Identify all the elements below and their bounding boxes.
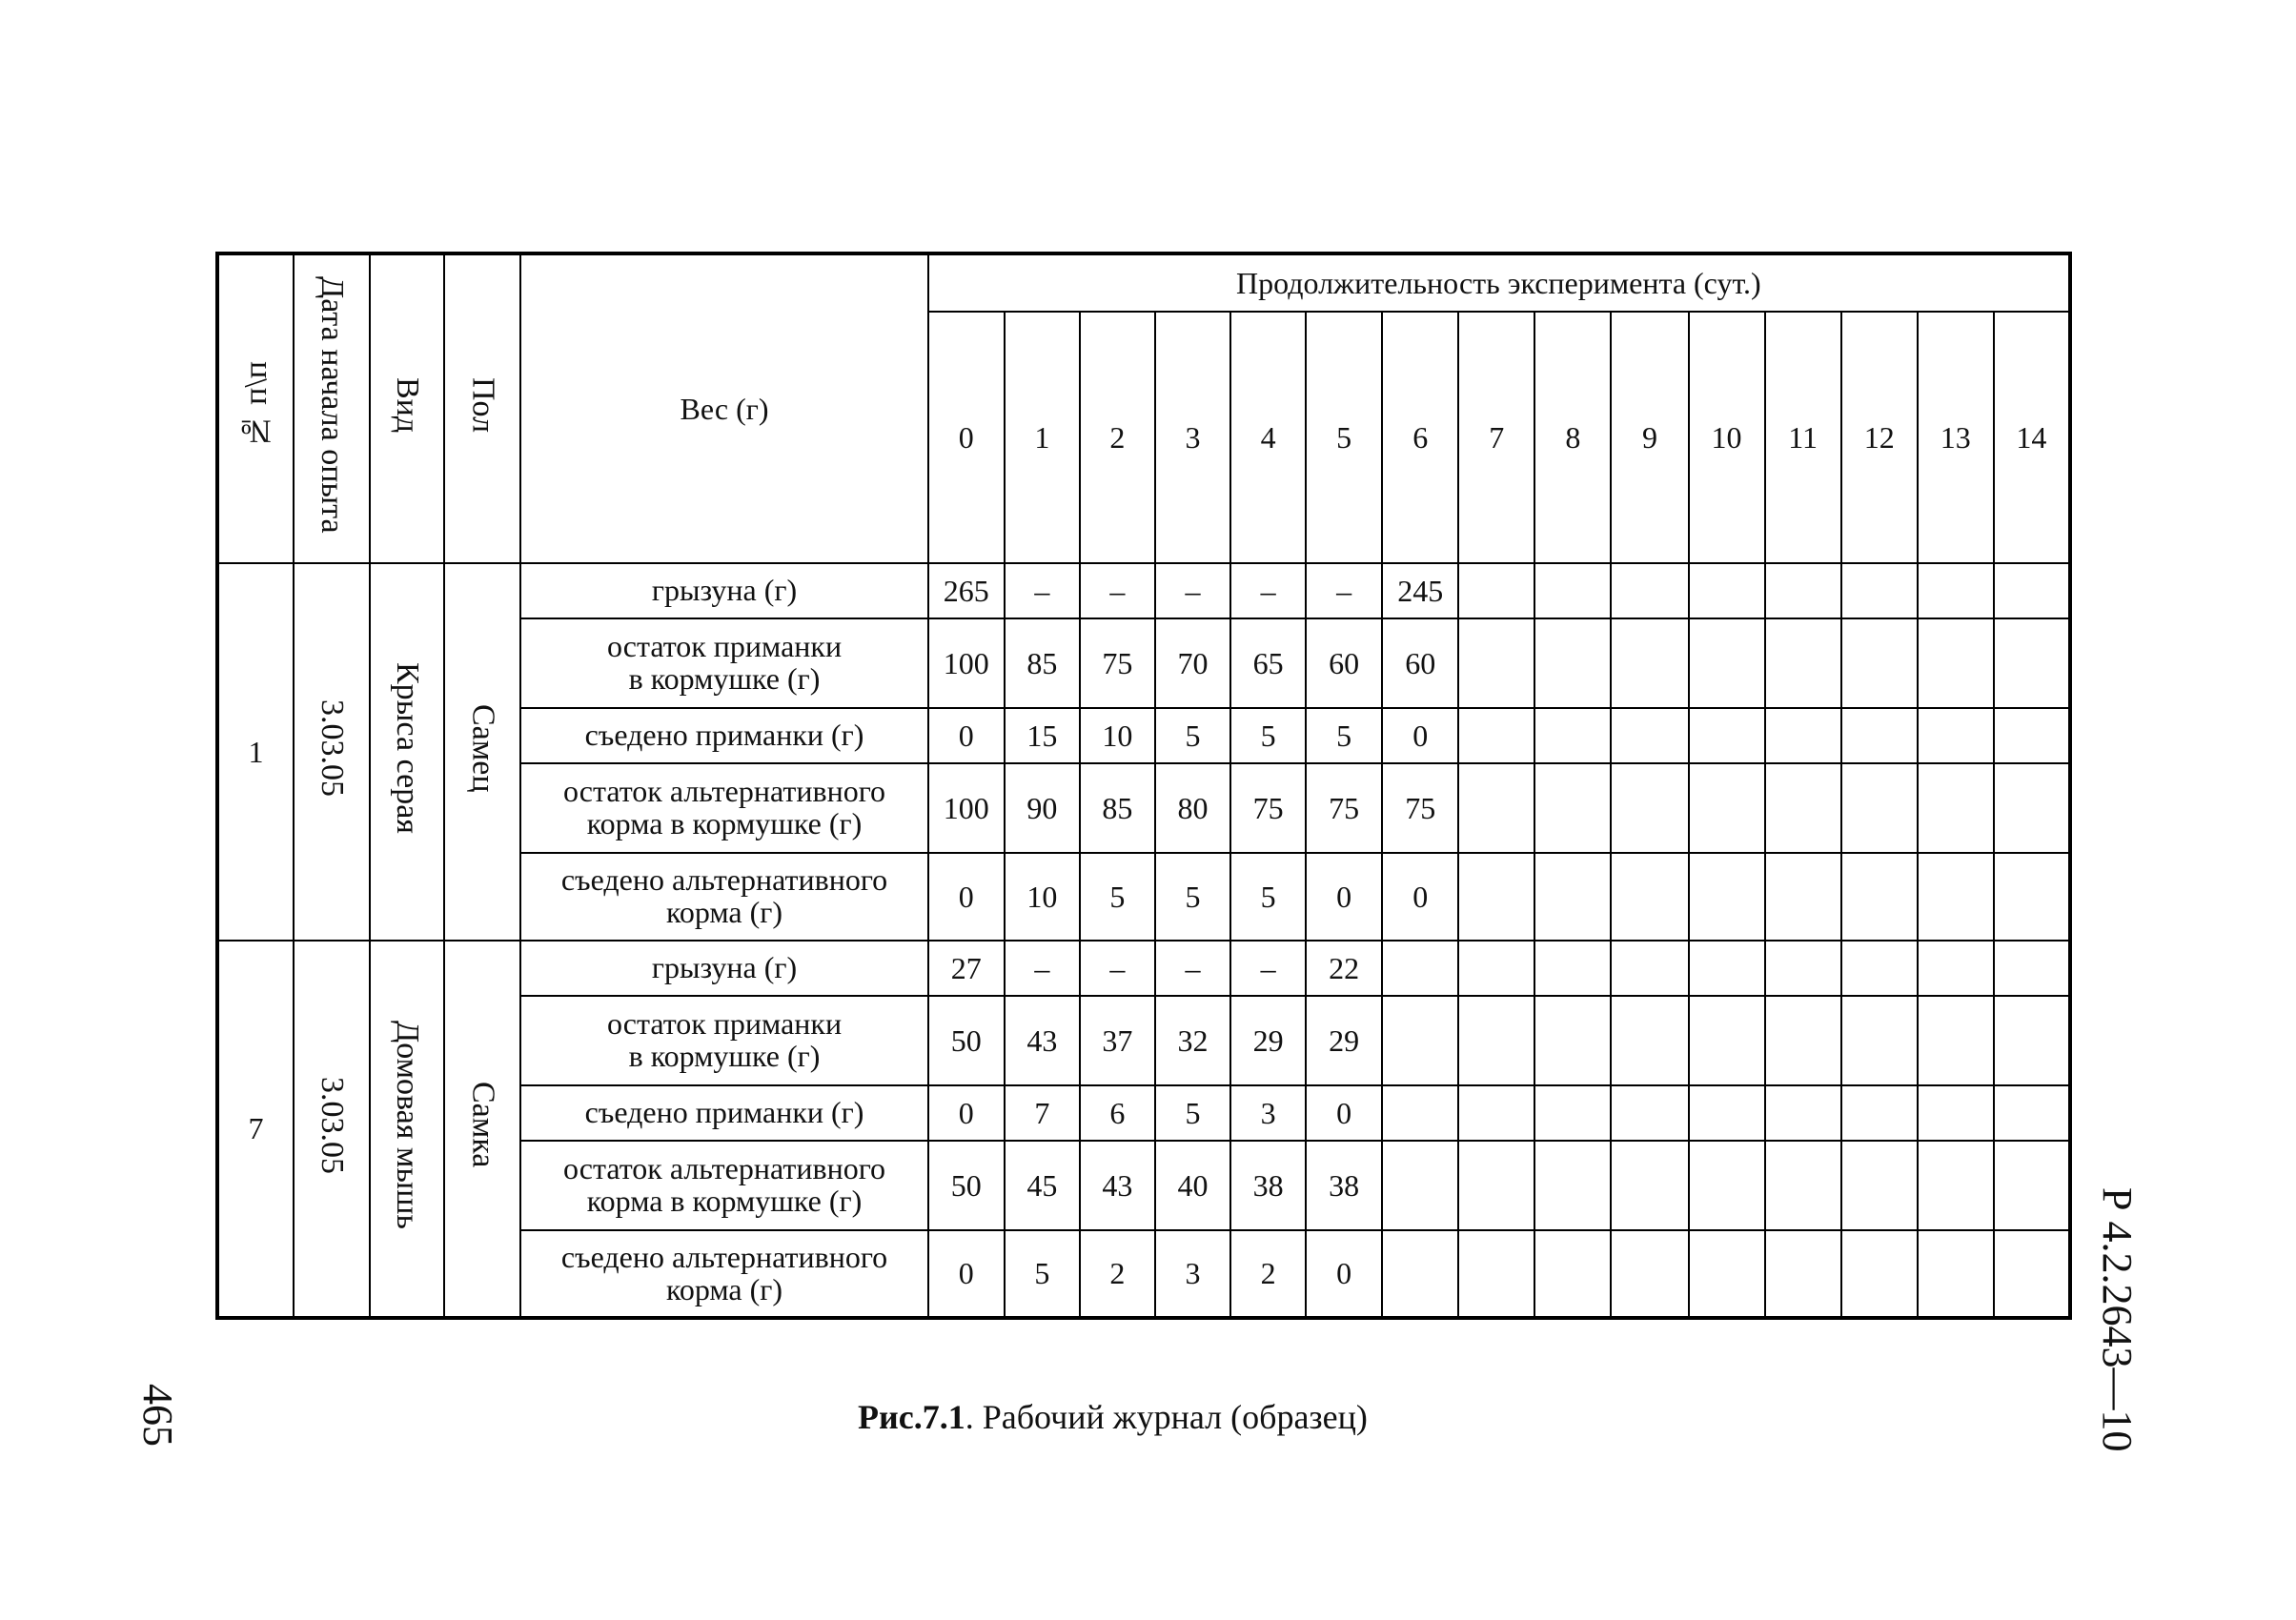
value-cell bbox=[1689, 708, 1765, 763]
value-cell bbox=[1918, 563, 1994, 618]
header-row-number: № п\п bbox=[217, 253, 294, 563]
value-cell: 37 bbox=[1080, 996, 1155, 1085]
value-cell: 5 bbox=[1155, 853, 1230, 941]
figure-caption-text: . Рабочий журнал (образец) bbox=[965, 1398, 1368, 1436]
value-cell bbox=[1689, 763, 1765, 853]
day-header: 10 bbox=[1689, 312, 1765, 563]
value-cell: 75 bbox=[1382, 763, 1458, 853]
value-cell: 45 bbox=[1005, 1141, 1080, 1230]
value-cell bbox=[1611, 996, 1688, 1085]
parameter-label-line: корма (г) bbox=[665, 895, 783, 929]
value-cell: 43 bbox=[1080, 1141, 1155, 1230]
value-cell bbox=[1611, 618, 1688, 708]
value-cell: 50 bbox=[928, 1141, 1005, 1230]
value-cell: 245 bbox=[1382, 563, 1458, 618]
value-cell: 3 bbox=[1230, 1085, 1306, 1141]
value-cell bbox=[1765, 1085, 1841, 1141]
value-cell bbox=[1918, 1141, 1994, 1230]
value-cell bbox=[1765, 618, 1841, 708]
parameter-label bbox=[520, 996, 927, 1085]
group-number: 1 bbox=[217, 563, 294, 941]
value-cell bbox=[1382, 941, 1458, 996]
value-cell: 0 bbox=[928, 708, 1005, 763]
value-cell: – bbox=[1230, 563, 1306, 618]
parameter-label-line: остаток альтернативного bbox=[562, 1151, 886, 1186]
value-cell bbox=[1611, 1230, 1688, 1318]
value-cell: 2 bbox=[1230, 1230, 1306, 1318]
value-cell bbox=[1841, 996, 1918, 1085]
value-cell: – bbox=[1306, 563, 1382, 618]
value-cell: 5 bbox=[1080, 853, 1155, 941]
value-cell bbox=[1458, 1230, 1534, 1318]
value-cell bbox=[1689, 1230, 1765, 1318]
value-cell bbox=[1611, 1085, 1688, 1141]
day-header: 7 bbox=[1458, 312, 1534, 563]
parameter-label-line: в кормушке (г) bbox=[628, 1039, 821, 1073]
value-cell: – bbox=[1005, 563, 1080, 618]
value-cell bbox=[1689, 853, 1765, 941]
value-cell: 22 bbox=[1306, 941, 1382, 996]
value-cell: – bbox=[1155, 563, 1230, 618]
value-cell: 29 bbox=[1230, 996, 1306, 1085]
value-cell bbox=[1458, 941, 1534, 996]
value-cell bbox=[1841, 941, 1918, 996]
value-cell bbox=[1534, 941, 1611, 996]
value-cell bbox=[1918, 763, 1994, 853]
parameter-label-line: корма в кормушке (г) bbox=[586, 1184, 863, 1218]
day-header: 12 bbox=[1841, 312, 1918, 563]
group-start-date: 3.03.05 bbox=[294, 563, 370, 941]
value-cell bbox=[1458, 708, 1534, 763]
value-cell: 75 bbox=[1080, 618, 1155, 708]
value-cell bbox=[1458, 618, 1534, 708]
value-cell bbox=[1994, 996, 2070, 1085]
value-cell: 43 bbox=[1005, 996, 1080, 1085]
value-cell: 5 bbox=[1155, 708, 1230, 763]
day-header: 13 bbox=[1918, 312, 1994, 563]
value-cell bbox=[1994, 853, 2070, 941]
parameter-label bbox=[520, 941, 927, 996]
value-cell: 85 bbox=[1005, 618, 1080, 708]
value-cell bbox=[1918, 618, 1994, 708]
value-cell bbox=[1765, 1141, 1841, 1230]
value-cell bbox=[1534, 1141, 1611, 1230]
header-start-date: Дата начала опыта bbox=[294, 253, 370, 563]
value-cell bbox=[1689, 996, 1765, 1085]
header-species: Вид bbox=[370, 253, 444, 563]
day-header: 1 bbox=[1005, 312, 1080, 563]
value-cell bbox=[1765, 563, 1841, 618]
value-cell bbox=[1994, 763, 2070, 853]
value-cell: 5 bbox=[1005, 1230, 1080, 1318]
header-weight: Вес (г) bbox=[520, 253, 927, 563]
value-cell: 85 bbox=[1080, 763, 1155, 853]
day-header: 2 bbox=[1080, 312, 1155, 563]
parameter-label bbox=[520, 1230, 927, 1318]
value-cell: 40 bbox=[1155, 1141, 1230, 1230]
value-cell: 7 bbox=[1005, 1085, 1080, 1141]
value-cell: 75 bbox=[1306, 763, 1382, 853]
parameter-label-line: в кормушке (г) bbox=[628, 661, 821, 696]
value-cell bbox=[1841, 563, 1918, 618]
value-cell: 0 bbox=[1306, 1085, 1382, 1141]
value-cell: 38 bbox=[1230, 1141, 1306, 1230]
table-row bbox=[217, 941, 2070, 996]
parameter-label-line: съедено альтернативного bbox=[560, 1239, 888, 1274]
parameter-label-line: грызуна (г) bbox=[651, 573, 798, 608]
value-cell bbox=[1841, 1141, 1918, 1230]
value-cell: 5 bbox=[1230, 708, 1306, 763]
value-cell bbox=[1534, 1085, 1611, 1141]
value-cell: 80 bbox=[1155, 763, 1230, 853]
value-cell bbox=[1534, 1230, 1611, 1318]
value-cell bbox=[1841, 1230, 1918, 1318]
value-cell bbox=[1765, 1230, 1841, 1318]
value-cell bbox=[1689, 1085, 1765, 1141]
value-cell bbox=[1458, 763, 1534, 853]
value-cell bbox=[1611, 563, 1688, 618]
parameter-label bbox=[520, 1141, 927, 1230]
parameter-label-line: съедено альтернативного bbox=[560, 862, 888, 898]
value-cell: 10 bbox=[1080, 708, 1155, 763]
value-cell bbox=[1994, 941, 2070, 996]
value-cell: 5 bbox=[1230, 853, 1306, 941]
value-cell bbox=[1765, 763, 1841, 853]
value-cell bbox=[1534, 763, 1611, 853]
value-cell bbox=[1382, 996, 1458, 1085]
value-cell: – bbox=[1080, 941, 1155, 996]
value-cell: 6 bbox=[1080, 1085, 1155, 1141]
value-cell: 0 bbox=[928, 1230, 1005, 1318]
parameter-label-line: корма в кормушке (г) bbox=[586, 806, 863, 840]
day-header: 6 bbox=[1382, 312, 1458, 563]
value-cell bbox=[1611, 1141, 1688, 1230]
value-cell bbox=[1534, 853, 1611, 941]
parameter-label bbox=[520, 1085, 927, 1141]
day-header: 5 bbox=[1306, 312, 1382, 563]
value-cell: 50 bbox=[928, 996, 1005, 1085]
value-cell: 60 bbox=[1306, 618, 1382, 708]
page-number: 465 bbox=[134, 1384, 181, 1447]
value-cell bbox=[1458, 563, 1534, 618]
value-cell: – bbox=[1080, 563, 1155, 618]
value-cell bbox=[1918, 708, 1994, 763]
value-cell: 32 bbox=[1155, 996, 1230, 1085]
value-cell: 0 bbox=[928, 853, 1005, 941]
value-cell bbox=[1765, 996, 1841, 1085]
value-cell: 65 bbox=[1230, 618, 1306, 708]
value-cell: – bbox=[1005, 941, 1080, 996]
parameter-label-line: остаток альтернативного bbox=[562, 774, 886, 809]
parameter-label bbox=[520, 708, 927, 763]
value-cell bbox=[1841, 763, 1918, 853]
header-duration: Продолжительность эксперимента (сут.) bbox=[928, 253, 2070, 312]
value-cell: 15 bbox=[1005, 708, 1080, 763]
value-cell bbox=[1765, 853, 1841, 941]
value-cell bbox=[1994, 563, 2070, 618]
day-header: 0 bbox=[928, 312, 1005, 563]
group-sex: Самка bbox=[444, 941, 520, 1318]
day-header: 14 bbox=[1994, 312, 2070, 563]
value-cell: – bbox=[1155, 941, 1230, 996]
value-cell bbox=[1918, 853, 1994, 941]
value-cell bbox=[1382, 1085, 1458, 1141]
value-cell: 2 bbox=[1080, 1230, 1155, 1318]
value-cell: 5 bbox=[1155, 1085, 1230, 1141]
value-cell bbox=[1841, 708, 1918, 763]
group-sex: Самец bbox=[444, 563, 520, 941]
parameter-label-line: корма (г) bbox=[665, 1271, 783, 1306]
value-cell bbox=[1994, 1230, 2070, 1318]
value-cell bbox=[1765, 941, 1841, 996]
day-header: 4 bbox=[1230, 312, 1306, 563]
value-cell bbox=[1611, 708, 1688, 763]
value-cell bbox=[1689, 1141, 1765, 1230]
day-header: 11 bbox=[1765, 312, 1841, 563]
value-cell bbox=[1841, 853, 1918, 941]
value-cell: 0 bbox=[1382, 853, 1458, 941]
value-cell: 0 bbox=[1306, 853, 1382, 941]
value-cell: 100 bbox=[928, 618, 1005, 708]
value-cell: 3 bbox=[1155, 1230, 1230, 1318]
value-cell: 75 bbox=[1230, 763, 1306, 853]
value-cell: 10 bbox=[1005, 853, 1080, 941]
value-cell bbox=[1994, 1141, 2070, 1230]
value-cell: 38 bbox=[1306, 1141, 1382, 1230]
value-cell: 27 bbox=[928, 941, 1005, 996]
table-row bbox=[217, 563, 2070, 618]
value-cell: 0 bbox=[1382, 708, 1458, 763]
value-cell bbox=[1918, 996, 1994, 1085]
value-cell bbox=[1918, 941, 1994, 996]
parameter-label bbox=[520, 563, 927, 618]
value-cell bbox=[1765, 708, 1841, 763]
header-row-top bbox=[217, 253, 2070, 312]
work-journal-table bbox=[215, 252, 2072, 1320]
value-cell bbox=[1534, 708, 1611, 763]
value-cell bbox=[1994, 618, 2070, 708]
parameter-label bbox=[520, 853, 927, 941]
value-cell bbox=[1841, 1085, 1918, 1141]
figure-caption bbox=[858, 1397, 1368, 1437]
value-cell bbox=[1689, 618, 1765, 708]
group-start-date: 3.03.05 bbox=[294, 941, 370, 1318]
parameter-label-line: съедено приманки (г) bbox=[584, 1095, 864, 1130]
value-cell bbox=[1458, 996, 1534, 1085]
value-cell bbox=[1458, 1085, 1534, 1141]
value-cell: 100 bbox=[928, 763, 1005, 853]
value-cell: 0 bbox=[928, 1085, 1005, 1141]
value-cell bbox=[1611, 763, 1688, 853]
value-cell bbox=[1689, 941, 1765, 996]
value-cell: 0 bbox=[1306, 1230, 1382, 1318]
value-cell: 90 bbox=[1005, 763, 1080, 853]
value-cell: 29 bbox=[1306, 996, 1382, 1085]
value-cell: 70 bbox=[1155, 618, 1230, 708]
value-cell bbox=[1458, 853, 1534, 941]
value-cell bbox=[1841, 618, 1918, 708]
value-cell bbox=[1611, 941, 1688, 996]
group-species: Крыса серая bbox=[370, 563, 444, 941]
value-cell bbox=[1534, 563, 1611, 618]
value-cell: 265 bbox=[928, 563, 1005, 618]
value-cell bbox=[1382, 1141, 1458, 1230]
parameter-label-line: грызуна (г) bbox=[651, 950, 798, 985]
value-cell bbox=[1382, 1230, 1458, 1318]
value-cell: 60 bbox=[1382, 618, 1458, 708]
value-cell bbox=[1534, 996, 1611, 1085]
value-cell bbox=[1534, 618, 1611, 708]
group-species: Домовая мышь bbox=[370, 941, 444, 1318]
day-header: 9 bbox=[1611, 312, 1688, 563]
parameter-label-line: съедено приманки (г) bbox=[584, 718, 864, 753]
parameter-label-line: остаток приманки bbox=[606, 1006, 843, 1042]
day-header: 8 bbox=[1534, 312, 1611, 563]
value-cell bbox=[1994, 1085, 2070, 1141]
value-cell bbox=[1918, 1230, 1994, 1318]
parameter-label bbox=[520, 763, 927, 853]
value-cell bbox=[1689, 563, 1765, 618]
group-number: 7 bbox=[217, 941, 294, 1318]
value-cell: 5 bbox=[1306, 708, 1382, 763]
value-cell bbox=[1458, 1141, 1534, 1230]
value-cell bbox=[1918, 1085, 1994, 1141]
parameter-label-line: остаток приманки bbox=[606, 629, 843, 664]
figure-label: Рис.7.1 bbox=[858, 1398, 965, 1436]
value-cell bbox=[1994, 708, 2070, 763]
value-cell: – bbox=[1230, 941, 1306, 996]
parameter-label bbox=[520, 618, 927, 708]
document-code: Р 4.2.2643—10 bbox=[2094, 1187, 2141, 1452]
day-header: 3 bbox=[1155, 312, 1230, 563]
value-cell bbox=[1611, 853, 1688, 941]
header-sex: Пол bbox=[444, 253, 520, 563]
